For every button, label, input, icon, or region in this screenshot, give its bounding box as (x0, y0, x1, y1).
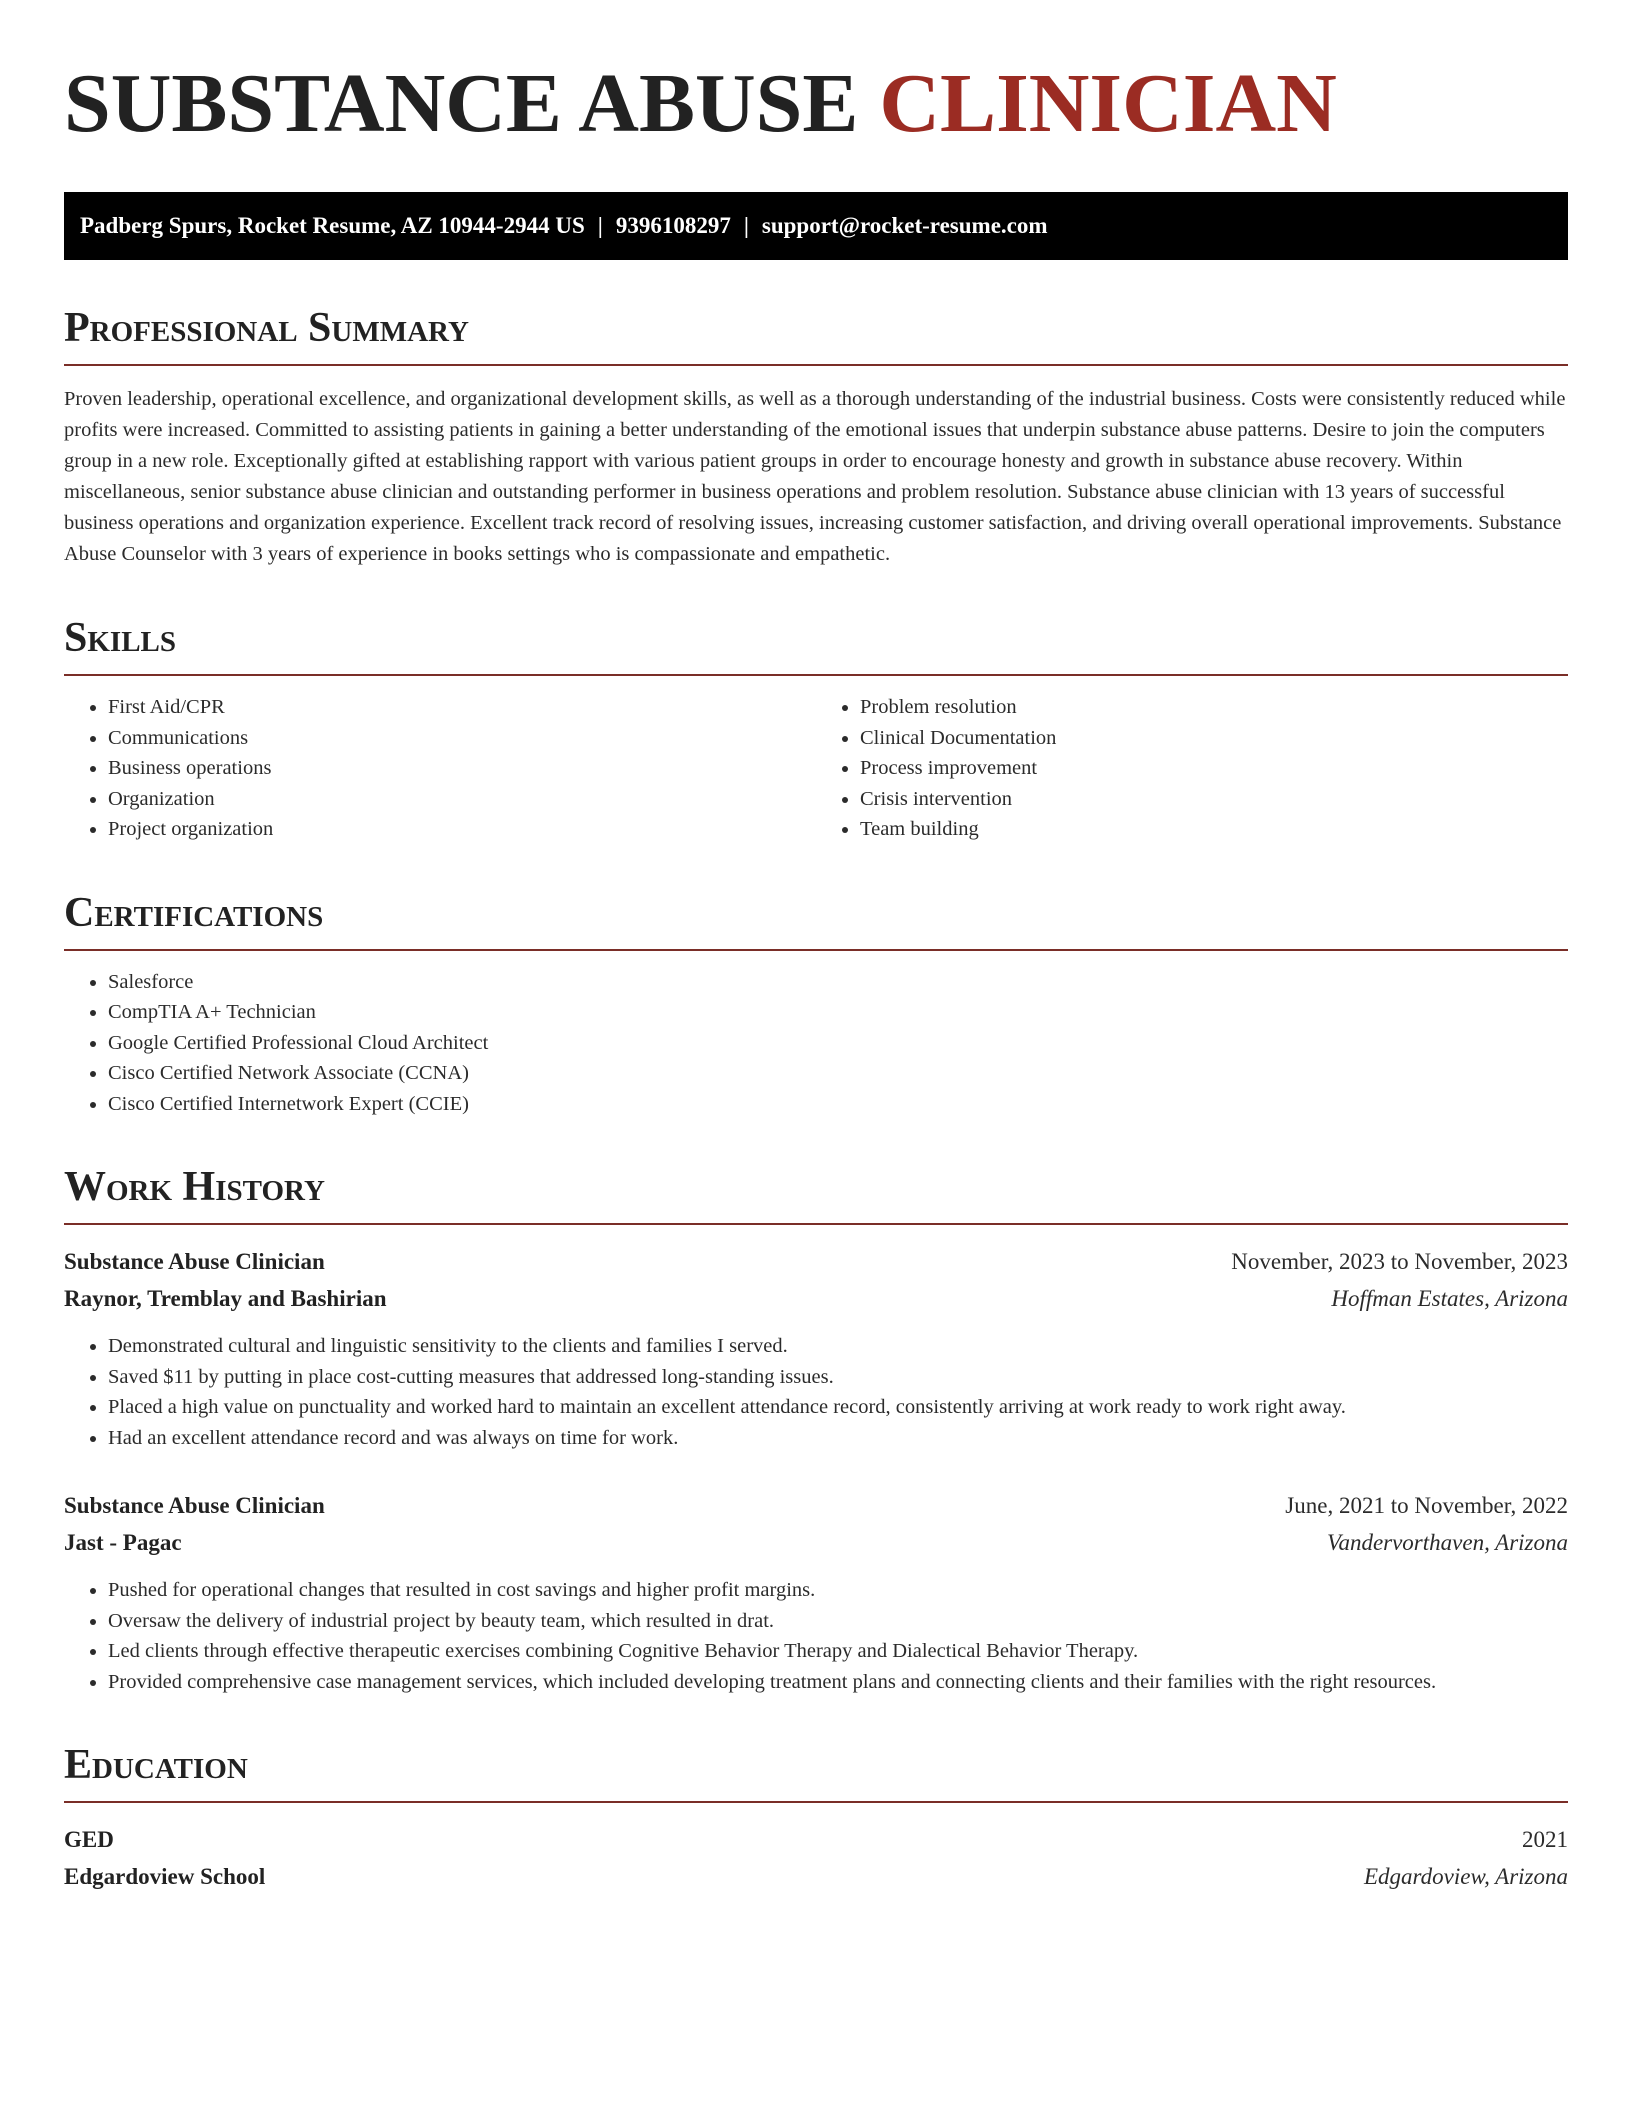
skill-item: • Team building (860, 814, 1568, 845)
contact-address: Padberg Spurs, Rocket Resume, AZ 10944-2944 US (80, 213, 585, 238)
contact-email[interactable]: support@rocket-resume.com (761, 213, 1048, 238)
certification-item: • Salesforce (108, 967, 1568, 998)
job-company-row (64, 1524, 1568, 1561)
job-dates: June, 2021 to November, 2022 (1285, 1493, 1568, 1518)
certifications-heading: Certifications (64, 889, 1568, 951)
education-location: Edgardoview, Arizona (1363, 1864, 1568, 1889)
skill-item: • First Aid/CPR (108, 692, 816, 723)
work-history-heading: Work History (64, 1163, 1568, 1225)
job-title-row (64, 1487, 1568, 1524)
job-company: Raynor, Tremblay and Bashirian (64, 1286, 387, 1311)
certification-item: • Google Certified Professional Cloud Architect (108, 1028, 1568, 1059)
job-bullet: • Oversaw the delivery of industrial project by beauty team, which resulted in drat. (108, 1606, 1568, 1637)
work-history-section (64, 1163, 1568, 1697)
certifications-section (64, 889, 1568, 1120)
contact-separator: | (743, 213, 749, 238)
job-bullet: • Provided comprehensive case management services, which included developing treatment plans and connecting clients and their families with the right resources. (108, 1667, 1568, 1698)
job-position: Substance Abuse Clinician (64, 1493, 325, 1518)
job-bullets (64, 1575, 1568, 1697)
job-title-row (64, 1243, 1568, 1280)
summary-heading: Professional Summary (64, 304, 1568, 366)
job-bullet: • Led clients through effective therapeutic exercises combining Cognitive Behavior Therapy and Dialectical Behavior Therapy. (108, 1636, 1568, 1667)
education-degree-row (64, 1821, 1568, 1858)
job-bullet: • Saved $11 by putting in place cost-cutting measures that addressed long-standing issues. (108, 1362, 1568, 1393)
job-entry (64, 1487, 1568, 1697)
job-bullets (64, 1331, 1568, 1453)
education-entry (64, 1821, 1568, 1895)
skill-item: • Organization (108, 784, 816, 815)
contact-bar (64, 192, 1568, 260)
name-last: CLINICIAN (879, 57, 1337, 150)
skill-item: • Problem resolution (860, 692, 1568, 723)
job-position: Substance Abuse Clinician (64, 1249, 325, 1274)
name-first: SUBSTANCE ABUSE (64, 57, 859, 150)
job-company-row (64, 1280, 1568, 1317)
job-bullet: • Demonstrated cultural and linguistic sensitivity to the clients and families I served. (108, 1331, 1568, 1362)
job-dates: November, 2023 to November, 2023 (1231, 1249, 1568, 1274)
resume-name (64, 56, 1568, 152)
education-school: Edgardoview School (64, 1864, 266, 1889)
skills-list-right (816, 692, 1568, 845)
certification-item: • Cisco Certified Internetwork Expert (CCIE) (108, 1089, 1568, 1120)
contact-phone: 9396108297 (615, 213, 731, 238)
skills-section (64, 614, 1568, 845)
education-school-row (64, 1858, 1568, 1895)
summary-text: Proven leadership, operational excellence, and organizational development skills, as well as a thorough understanding of the industrial business. Costs were consistently reduced while profits were increased. Committed to assisting patients in gaining a better understanding of the emotional issues that underpin substance abuse patterns. Desire to join the computers group in a new role. Exceptionally gifted at establishing rapport with various patient groups in order to encourage honesty and growth in substance abuse recovery. Within miscellaneous, senior substance abuse clinician and outstanding performer in business operations and problem resolution. Substance abuse clinician with 13 years of successful business operations and organization experience. Excellent track record of resolving issues, increasing customer satisfaction, and driving overall operational improvements. Substance Abuse Counselor with 3 years of experience in books settings who is compassionate and empathetic. (64, 388, 1566, 565)
skills-heading: Skills (64, 614, 1568, 676)
job-entry (64, 1243, 1568, 1453)
skills-list-left (64, 692, 816, 845)
skills-grid (64, 676, 1568, 845)
job-location: Hoffman Estates, Arizona (1331, 1286, 1568, 1311)
certification-item: • Cisco Certified Network Associate (CCNA) (108, 1058, 1568, 1089)
education-year: 2021 (1522, 1827, 1568, 1852)
education-section (64, 1741, 1568, 1895)
skill-item: • Clinical Documentation (860, 723, 1568, 754)
job-bullet: • Had an excellent attendance record and was always on time for work. (108, 1423, 1568, 1454)
job-bullet: • Pushed for operational changes that resulted in cost savings and higher profit margins. (108, 1575, 1568, 1606)
education-degree: GED (64, 1827, 114, 1852)
skill-item: • Communications (108, 723, 816, 754)
job-company: Jast - Pagac (64, 1530, 182, 1555)
contact-separator: | (597, 213, 603, 238)
job-location: Vandervorthaven, Arizona (1326, 1530, 1568, 1555)
summary-section (64, 304, 1568, 570)
skill-item: • Process improvement (860, 753, 1568, 784)
skill-item: • Crisis intervention (860, 784, 1568, 815)
certifications-list (64, 967, 1568, 1120)
job-bullet: • Placed a high value on punctuality and worked hard to maintain an excellent attendance record, consistently arriving at work ready to work right away. (108, 1392, 1568, 1423)
skill-item: • Business operations (108, 753, 816, 784)
skill-item: • Project organization (108, 814, 816, 845)
certification-item: • CompTIA A+ Technician (108, 997, 1568, 1028)
education-heading: Education (64, 1741, 1568, 1803)
